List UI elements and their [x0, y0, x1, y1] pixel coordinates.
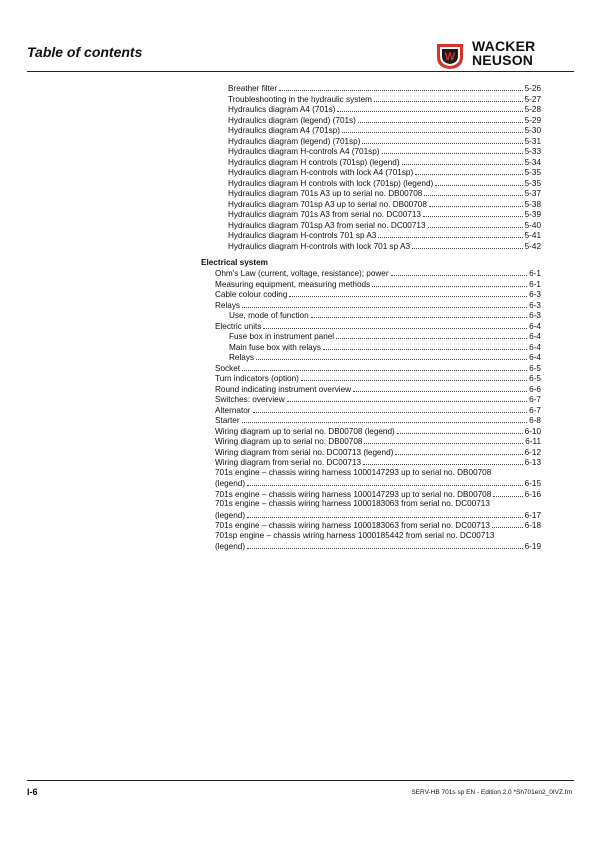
document-info: SERV-HB 701s sp EN - Edition 2.0 *Sh701en2_0IVZ.fm	[411, 789, 572, 796]
toc-entry-label: 701s engine – chassis wiring harness 1000147293 up to serial no. DB00708	[215, 489, 492, 499]
toc-entry[interactable]	[201, 125, 541, 136]
toc-entry[interactable]	[201, 310, 541, 321]
toc-leader-dots	[423, 209, 523, 217]
toc-entry[interactable]	[201, 457, 541, 468]
toc-entry[interactable]	[201, 489, 541, 500]
toc-leader-dots	[397, 426, 523, 434]
toc-entry-label: Wiring diagram up to serial no. DB00708	[215, 437, 363, 446]
toc-entry-page: 5-29	[524, 115, 541, 125]
toc-leader-dots	[247, 541, 523, 549]
toc-entry-label: (legend)	[215, 479, 246, 488]
toc-entry-label: Wiring diagram up to serial no. DB00708 (legend)	[215, 426, 395, 436]
toc-entry-page: 5-38	[524, 199, 541, 209]
toc-entry[interactable]	[201, 300, 541, 311]
toc-entry-page: 6-6	[529, 384, 541, 394]
toc-entry[interactable]	[201, 510, 541, 521]
logo-text-line1: WACKER	[472, 38, 536, 54]
toc-leader-dots	[242, 363, 527, 371]
toc-leader-dots	[412, 241, 523, 249]
toc-entry-label: Hydraulics diagram 701s A3 from serial no. DC00713	[228, 210, 421, 219]
toc-entry-label: Hydraulics diagram H controls with lock (701sp) (legend)	[228, 178, 434, 188]
toc-leader-dots	[337, 104, 522, 112]
toc-leader-dots	[336, 331, 527, 339]
toc-leader-dots	[378, 230, 522, 238]
toc-entry-page: 6-4	[529, 332, 541, 341]
toc-entry-label: Measuring equipment, measuring methods	[215, 279, 371, 289]
toc-leader-dots	[242, 415, 528, 423]
toc-entry-page: 6-4	[529, 321, 541, 331]
toc-leader-dots	[391, 268, 528, 276]
toc-entry[interactable]	[201, 289, 541, 300]
toc-leader-dots	[428, 220, 523, 228]
toc-entry-label: Hydraulics diagram (legend) (701sp)	[228, 136, 361, 146]
toc-entry-page: 6-19	[524, 542, 541, 551]
toc-leader-dots	[242, 300, 527, 308]
toc-entry-label: Main fuse box with relays	[229, 342, 321, 352]
toc-entry-page: 6-16	[524, 489, 541, 499]
toc-entry-label: Use, mode of function	[229, 311, 309, 320]
toc-entry[interactable]	[201, 541, 541, 552]
toc-entry-page: 5-35	[524, 178, 541, 188]
toc-entry-page: 6-7	[529, 405, 541, 415]
toc-entry-page: 6-5	[529, 363, 541, 373]
toc-leader-dots	[287, 394, 528, 402]
toc-entry-text	[201, 499, 541, 510]
toc-entry-label: (legend)	[215, 542, 246, 551]
page-title: Table of contents	[27, 44, 143, 60]
toc-entry-label: Electric units	[215, 321, 262, 331]
toc-entry[interactable]	[201, 426, 541, 437]
toc-entry-label: Hydraulics diagram H-controls 701 sp A3	[228, 231, 377, 240]
toc-entry-label: 701s engine – chassis wiring harness 1000183063 from serial no. DC00713	[215, 499, 490, 508]
toc-entry[interactable]	[201, 279, 541, 290]
toc-entry-page: 5-28	[524, 105, 541, 114]
toc-entry[interactable]	[201, 363, 541, 374]
toc-entry[interactable]	[201, 384, 541, 395]
toc-leader-dots	[353, 384, 527, 392]
toc-leader-dots	[372, 279, 527, 287]
toc-leader-dots	[256, 352, 527, 360]
toc-entry-label: Breather filter	[228, 84, 278, 93]
toc-entry-page: 6-12	[524, 447, 541, 457]
toc-entry-page: 5-37	[524, 189, 541, 198]
toc-entry-page: 6-3	[529, 311, 541, 320]
toc-entry[interactable]	[201, 83, 541, 94]
toc-entry-page: 5-33	[524, 147, 541, 156]
toc-entry-page: 6-3	[529, 290, 541, 299]
toc-entry-label: 701s engine – chassis wiring harness 1000183063 from serial no. DC00713	[215, 521, 490, 530]
toc-entry-page: 6-13	[524, 458, 541, 467]
toc-entry[interactable]	[201, 373, 541, 384]
toc-entry[interactable]	[201, 178, 541, 189]
toc-leader-dots	[374, 94, 523, 102]
toc-leader-dots	[301, 373, 527, 381]
toc-entry[interactable]	[201, 520, 541, 531]
toc-entry-label: Hydraulics diagram H-controls with lock 701 sp A3	[228, 241, 411, 251]
toc-entry-label: Fuse box in instrument panel	[229, 332, 335, 341]
toc-entry-label: Wiring diagram from serial no. DC00713	[215, 458, 362, 467]
toc-entry-label: Ohm's Law (current, voltage, resistance); power	[215, 269, 389, 278]
toc-entry-text	[201, 531, 541, 542]
toc-entry[interactable]	[201, 146, 541, 157]
toc-entry-page: 6-4	[529, 342, 541, 352]
toc-entry[interactable]	[201, 342, 541, 353]
header-divider	[27, 71, 574, 72]
toc-entry-label: 701s engine – chassis wiring harness 1000147293 up to serial no. DB00708	[215, 467, 492, 477]
toc-leader-dots	[362, 136, 522, 144]
toc-leader-dots	[424, 188, 522, 196]
toc-entry-label: Alternator	[215, 405, 251, 415]
toc-entry-label: Relays	[215, 300, 241, 310]
toc-entry-label: Hydraulics diagram A4 (701s)	[228, 105, 336, 114]
toc-entry-page: 6-4	[529, 353, 541, 362]
toc-entry[interactable]	[201, 331, 541, 342]
toc-entry[interactable]	[201, 321, 541, 332]
toc-entry-page: 5-31	[524, 136, 541, 146]
toc-entry[interactable]	[201, 104, 541, 115]
toc-entry[interactable]	[201, 478, 541, 489]
toc-leader-dots	[435, 178, 522, 186]
toc-leader-dots	[415, 167, 522, 175]
toc-leader-dots	[402, 157, 523, 165]
toc-entry-label: 701sp engine – chassis wiring harness 1000185442 from serial no. DC00713	[215, 530, 495, 540]
toc-entry[interactable]	[201, 199, 541, 210]
logo-text	[472, 39, 535, 67]
toc-entry-page: 6-3	[529, 300, 541, 310]
toc-entry-label: Switches: overview	[215, 395, 285, 404]
footer-divider	[27, 780, 574, 781]
toc-entry-label: Round indicating instrument overview	[215, 384, 352, 394]
toc-entry-page: 6-11	[525, 437, 541, 446]
toc-entry-page: 5-30	[524, 126, 541, 135]
toc-leader-dots	[342, 125, 523, 133]
toc-leader-dots	[363, 457, 523, 465]
toc-entry[interactable]	[201, 268, 541, 279]
toc-entry-page: 5-40	[524, 220, 541, 230]
toc-entry-page: 6-5	[529, 374, 541, 383]
toc-entry-label: (legend)	[215, 510, 246, 520]
toc-leader-dots	[253, 405, 528, 413]
toc-entry[interactable]	[201, 394, 541, 405]
toc-leader-dots	[323, 342, 527, 350]
toc-entry-label: Hydraulics diagram 701sp A3 from serial no. DC00713	[228, 220, 426, 230]
toc-entry-label: Starter	[215, 416, 240, 425]
toc-entry[interactable]	[201, 241, 541, 252]
toc-entry-label: Wiring diagram from serial no. DC00713 (legend)	[215, 447, 394, 457]
toc-entry[interactable]	[201, 447, 541, 458]
toc-entry-label: Hydraulics diagram H-controls with lock A4 (701sp)	[228, 168, 414, 177]
toc-entry[interactable]	[201, 230, 541, 241]
toc-leader-dots	[493, 489, 522, 497]
toc-section	[201, 83, 541, 251]
toc-entry-label: Socket	[215, 363, 241, 373]
toc-entry-text	[201, 468, 541, 479]
toc-entry-label: Hydraulics diagram 701sp A3 up to serial no. DB00708	[228, 199, 427, 209]
toc-entry-page: 5-27	[524, 94, 541, 104]
toc-entry-page: 6-10	[524, 426, 541, 436]
toc-leader-dots	[247, 478, 523, 486]
toc-entry-label: Cable colour coding	[215, 290, 288, 299]
toc-entry-page: 5-26	[524, 84, 541, 93]
toc-leader-dots	[311, 310, 528, 318]
toc-entry-label: Turn indicators (option)	[215, 374, 299, 383]
toc-entry-page: 5-41	[524, 231, 541, 240]
toc-entry[interactable]	[201, 352, 541, 363]
toc-entry-page: 6-1	[529, 269, 541, 278]
wacker-neuson-logo-icon	[434, 40, 466, 70]
toc-entry-label: Hydraulics diagram 701s A3 up to serial no. DB00708	[228, 189, 423, 198]
toc-entry[interactable]	[201, 220, 541, 231]
toc-leader-dots	[492, 520, 523, 528]
toc-entry[interactable]	[201, 115, 541, 126]
toc-entry[interactable]	[201, 436, 541, 447]
toc-leader-dots	[279, 83, 522, 91]
toc-entry-page: 6-1	[529, 279, 541, 289]
toc-entry-page: 6-17	[524, 510, 541, 520]
toc-entry-page: 6-15	[524, 479, 541, 488]
toc-entry-page: 5-42	[524, 241, 541, 251]
toc-leader-dots	[364, 436, 523, 444]
toc-leader-dots	[247, 510, 523, 518]
toc-entry-label: Hydraulics diagram A4 (701sp)	[228, 126, 340, 135]
toc-entry-page: 6-7	[529, 395, 541, 404]
toc-entry-label: Hydraulics diagram H controls (701sp) (legend)	[228, 157, 400, 167]
toc-section	[201, 257, 541, 552]
toc-entry[interactable]	[201, 188, 541, 199]
toc-entry[interactable]	[201, 405, 541, 416]
toc-section-title: Electrical system	[201, 258, 268, 267]
toc-entry-label: Hydraulics diagram (legend) (701s)	[228, 115, 356, 125]
toc-entry[interactable]	[201, 157, 541, 168]
toc-entry[interactable]	[201, 167, 541, 178]
logo-text-line2: NEUSON	[472, 52, 534, 68]
toc-leader-dots	[429, 199, 523, 207]
toc-entry[interactable]	[201, 136, 541, 147]
logo-letter: W	[444, 51, 456, 63]
toc-leader-dots	[263, 321, 527, 329]
toc-leader-dots	[289, 289, 527, 297]
wacker-neuson-logo	[434, 37, 574, 71]
toc-entry-page: 5-35	[524, 168, 541, 177]
table-of-contents	[201, 83, 541, 552]
toc-entry[interactable]	[201, 415, 541, 426]
toc-entry-label: Hydraulics diagram H-controls A4 (701sp)	[228, 147, 380, 156]
toc-leader-dots	[395, 447, 522, 455]
toc-entry-page: 5-34	[524, 157, 541, 167]
toc-leader-dots	[358, 115, 523, 123]
toc-entry-page: 5-39	[524, 210, 541, 219]
toc-entry-page: 6-18	[524, 521, 541, 530]
toc-entry-page: 6-8	[529, 416, 541, 425]
toc-entry[interactable]	[201, 209, 541, 220]
toc-leader-dots	[382, 146, 523, 154]
page-number: I-6	[27, 787, 38, 797]
toc-entry-label: Troubleshooting in the hydraulic system	[228, 94, 372, 104]
toc-entry[interactable]	[201, 94, 541, 105]
toc-entry-label: Relays	[229, 353, 255, 362]
